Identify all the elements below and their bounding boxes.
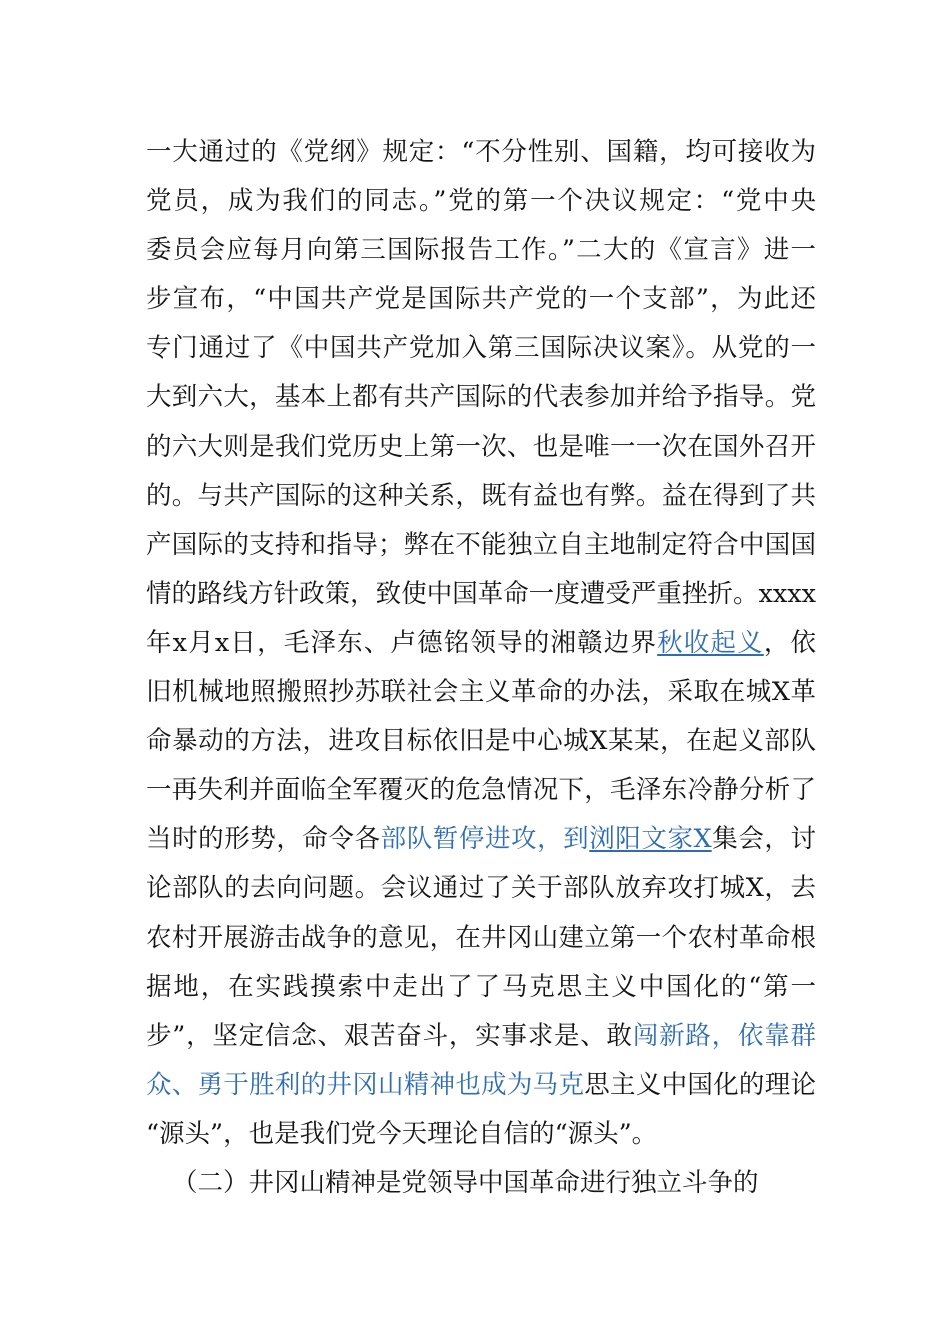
text-run: 旧机械地照搬照抄苏联社会主义革命的办法，采取在城X革 [146, 677, 816, 708]
paragraph-line [146, 275, 816, 324]
text-run: 委员会应每月向第三国际报告工作。”二大的《宣言》进一 [146, 235, 816, 266]
paragraph-line [146, 324, 816, 373]
highlighted-text: 部队暂停进攻，到 [380, 824, 590, 855]
hyperlink[interactable]: 浏阳文家X [589, 824, 712, 855]
text-run: 论部队的去向问题。会议通过了关于部队放弃攻打城X，去 [146, 873, 816, 904]
paragraph-line [146, 864, 816, 913]
text-run: 思主义中国化的理论 [584, 1069, 816, 1100]
paragraph-line [146, 619, 816, 668]
section-heading-line [146, 1159, 816, 1208]
paragraph-line [146, 963, 816, 1012]
text-run: ，依 [763, 627, 816, 658]
text-run: 一大通过的《党纲》规定：“不分性别、国籍，均可接收为 [146, 137, 816, 167]
paragraph-line [146, 1110, 816, 1159]
text-run: 大到六大，基本上都有共产国际的代表参加并给予指导。党 [146, 382, 816, 413]
text-run: 当时的形势，命令各 [146, 824, 381, 855]
hyperlink[interactable]: 秋收起义 [657, 627, 764, 658]
text-run: 步宣布，“中国共产党是国际共产党的一个支部”，为此还 [146, 284, 816, 315]
paragraph-line [146, 668, 816, 717]
text-run: （二）井冈山精神是党领导中国革命进行独立斗争的 [172, 1167, 759, 1198]
paragraph-line [146, 521, 816, 570]
paragraph-line [146, 766, 816, 815]
paragraph-line [146, 177, 816, 226]
text-run: 党员，成为我们的同志。”党的第一个决议规定：“党中央 [146, 186, 816, 217]
paragraph-line [146, 1061, 816, 1110]
text-run: 据地，在实践摸索中走出了了马克思主义中国化的“第一 [146, 971, 816, 1002]
text-run: 命暴动的方法，进攻目标依旧是中心城X某某，在起义部队 [146, 726, 816, 757]
text-run: 的。与共产国际的这种关系，既有益也有弊。益在得到了共 [146, 480, 816, 511]
paragraph-line [146, 914, 816, 963]
paragraph-line [146, 472, 816, 521]
paragraph-line [146, 423, 816, 472]
text-run: 产国际的支持和指导；弊在不能独立自主地制定符合中国国 [146, 529, 816, 560]
paragraph-line [146, 226, 816, 275]
text-run: 集会，讨 [711, 824, 816, 855]
paragraph-line [146, 1012, 816, 1061]
text-run: 年x月x日，毛泽东、卢德铭领导的湘赣边界 [146, 627, 658, 658]
highlighted-text: 众、勇于胜利的井冈山精神也成为马克 [146, 1069, 585, 1100]
text-run: 农村开展游击战争的意见，在井冈山建立第一个农村革命根 [146, 922, 816, 953]
body-text [146, 128, 816, 1208]
paragraph-line [146, 570, 816, 619]
text-run: 一再失利并面临全军覆灭的危急情况下，毛泽东冷静分析了 [146, 775, 816, 806]
text-run: 情的路线方针政策，致使中国革命一度遭受严重挫折。xxxx [146, 578, 816, 609]
text-run: 专门通过了《中国共产党加入第三国际决议案》。从党的一 [146, 333, 816, 364]
paragraph-line [146, 815, 816, 864]
paragraph-line [146, 717, 816, 766]
text-run: 的六大则是我们党历史上第一次、也是唯一一次在国外召开 [146, 431, 816, 462]
text-run: “源头”，也是我们党今天理论自信的“源头”。 [146, 1118, 658, 1149]
highlighted-text: 闯新路，依靠群 [632, 1020, 816, 1051]
paragraph-line [146, 373, 816, 422]
text-run: 步”，坚定信念、艰苦奋斗，实事求是、敢 [146, 1020, 633, 1051]
paragraph-line [146, 128, 816, 177]
